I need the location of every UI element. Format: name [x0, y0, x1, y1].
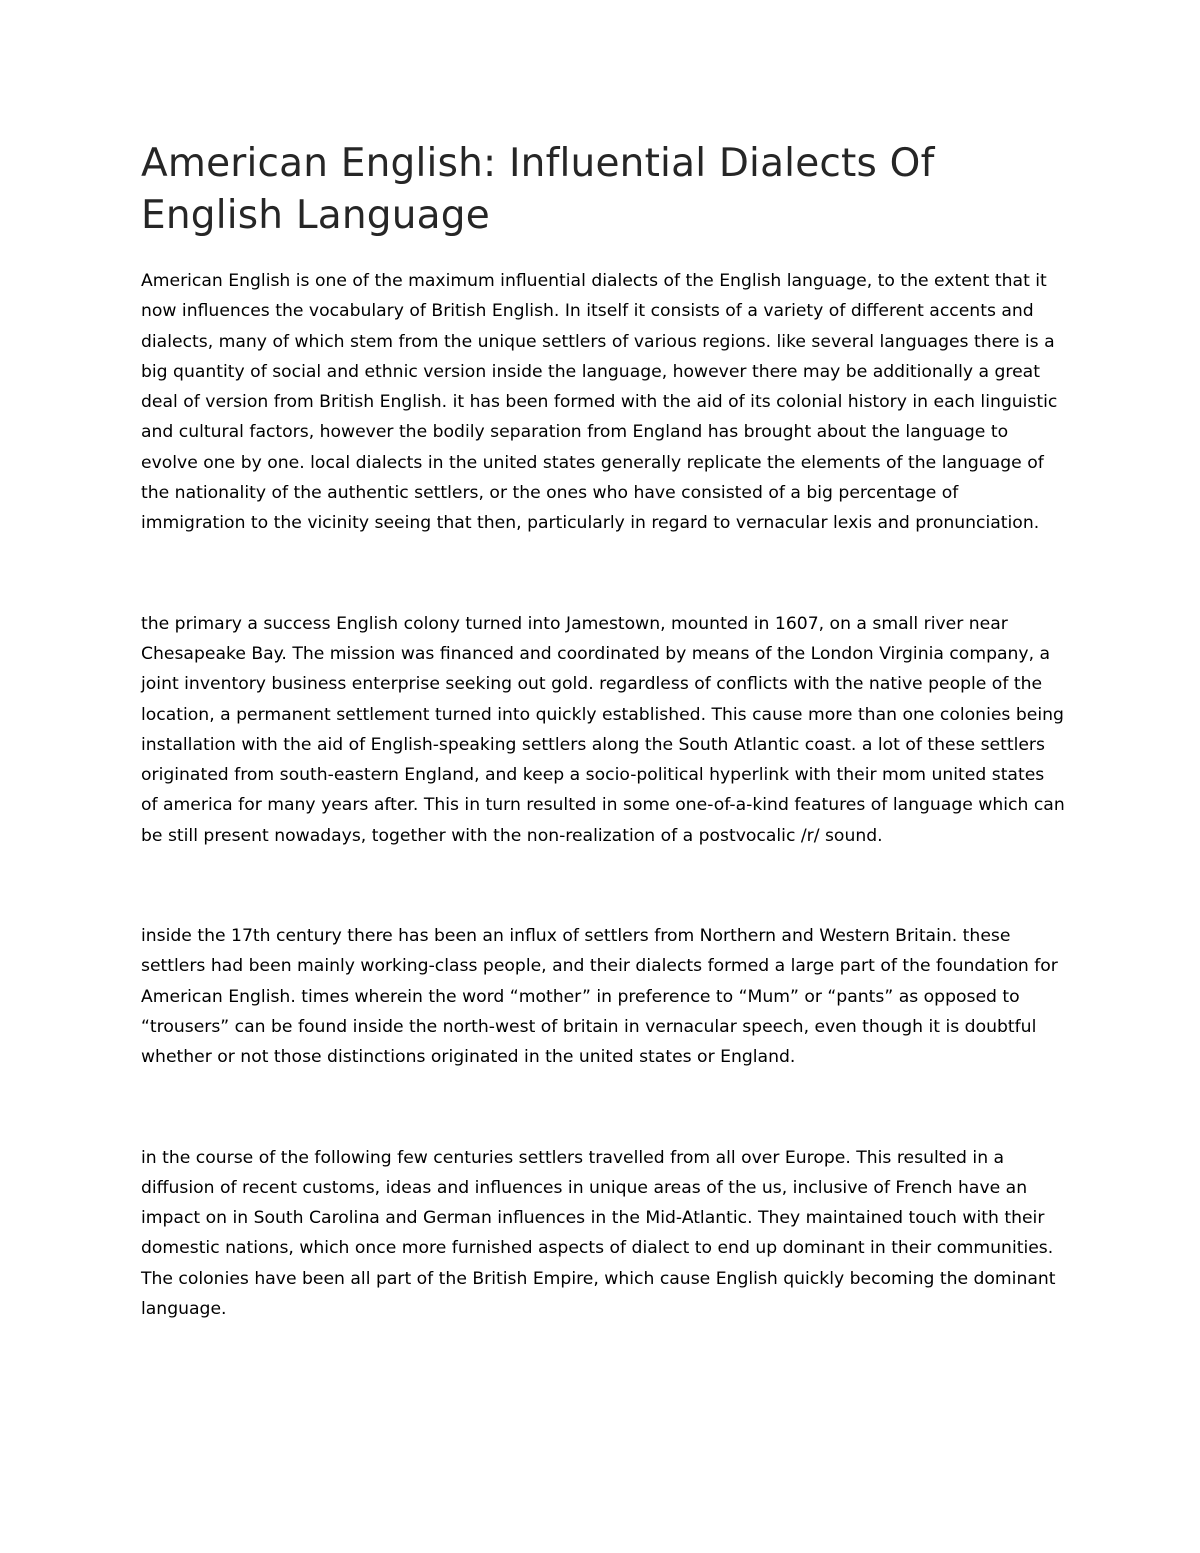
paragraph-jamestown: the primary a success English colony turned into Jamestown, mounted in 1607, on a small river near Chesapeake Bay. The mission was financed and coordinated by means of the London Virginia company, a joint inventory business enterprise seeking out gold. regardless of conflicts with the native people of the location, a permanent settlement turned into quickly established. This cause more than one colonies being installation with the aid of English-speaking settlers along the South Atlantic coast. a lot of these settlers originated from south-eastern England, and keep a socio-political hyperlink with their mom united states of america for many years after. This in turn resulted in some one-of-a-kind features of language which can be still present nowadays, together with the non-realization of a postvocalic /r/ sound. — [141, 613, 1065, 846]
paragraph-following-centuries: in the course of the following few centuries settlers travelled from all over Europe. This resulted in a diffusion of recent customs, ideas and influences in unique areas of the us, inclusive of French have an impact on in South Carolina and German influences in the Mid-Atlantic. They maintained touch with their domestic nations, which once more furnished aspects of dialect to end up dominant in their communities. The colonies have been all part of the British Empire, which cause English quickly becoming the dominant language. — [141, 1147, 1056, 1320]
paragraph-intro: American English is one of the maximum influential dialects of the English language, to the extent that it now influences the vocabulary of British English. In itself it consists of a variety of different accents and dialects, many of which stem from the unique settlers of various regions. like several languages there is a big quantity of social and ethnic version inside the language, however there may be additionally a great deal of version from British English. it has been formed with the aid of its colonial history in each linguistic and cultural factors, however the bodily separation from England has brought about the language to evolve one by one. local dialects in the united states generally replicate the elements of the language of the nationality of the authentic settlers, or the ones who have consisted of a big percentage of immigration to the vicinity seeing that then, particularly in regard to vernacular lexis and pronunciation. — [141, 271, 1058, 534]
document-title: American English: Influential Dialects Of English Language — [141, 141, 935, 238]
document-body — [141, 138, 1066, 1324]
paragraph-17th-century: inside the 17th century there has been an influx of settlers from Northern and Western Britain. these settlers had been mainly working-class people, and their dialects formed a large part of the foundation for American English. times wherein the word “mother” in preference to “Mum” or “pants” as opposed to “trousers” can be found inside the north-west of britain in vernacular speech, even though it is doubtful whether or not those distinctions originated in the united states or England. — [141, 926, 1058, 1068]
paragraph-spacer — [141, 539, 1066, 609]
paragraph-spacer — [141, 851, 1066, 921]
paragraph-spacer — [141, 1073, 1066, 1143]
